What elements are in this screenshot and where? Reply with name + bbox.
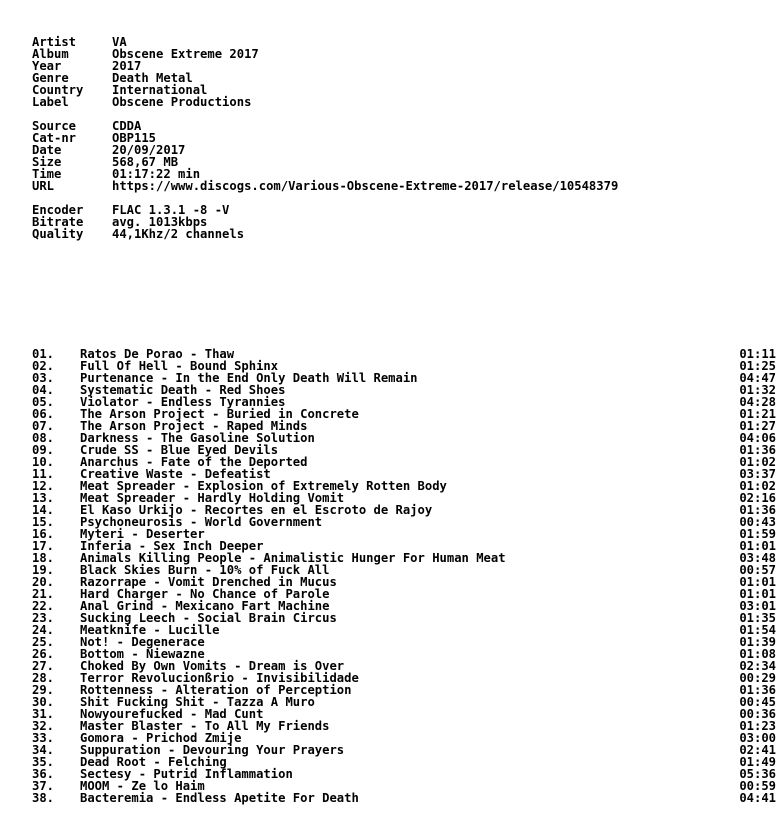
track-title: Nowyourefucked - Mad Cunt — [80, 707, 264, 721]
track-number: 38. — [32, 791, 55, 805]
track-title: Meatknife - Lucille — [80, 623, 220, 637]
track-number: 13. — [32, 491, 55, 505]
track-number: 27. — [32, 659, 55, 673]
track-number: 06. — [32, 407, 55, 421]
track-title: MOOM - Ze lo Haim — [80, 779, 205, 793]
track-number: 21. — [32, 587, 55, 601]
track-title: The Arson Project - Buried in Concrete — [80, 407, 359, 421]
source-value: 568,67 MB — [112, 155, 179, 169]
track-duration: 02:34 — [739, 659, 776, 673]
track-number: 35. — [32, 755, 55, 769]
track-duration: 01:49 — [739, 755, 776, 769]
track-title: Anal Grind - Mexicano Fart Machine — [80, 599, 330, 613]
track-number: 09. — [32, 443, 55, 457]
track-duration: 01:02 — [739, 479, 776, 493]
encoding-value: avg. 1013kbps — [112, 215, 208, 229]
encoding-key: Quality — [32, 227, 84, 241]
source-value: CDDA — [112, 119, 142, 133]
track-title: El Kaso Urkijo - Recortes en el Escroto de Rajoy — [80, 503, 433, 517]
info-value: Death Metal — [112, 71, 193, 85]
track-number: 23. — [32, 611, 55, 625]
track-duration: 01:02 — [739, 455, 776, 469]
track-title: Gomora - Prichod Zmije — [80, 731, 242, 745]
source-value: 20/09/2017 — [112, 143, 186, 157]
track-number: 14. — [32, 503, 55, 517]
track-title: Full Of Hell - Bound Sphinx — [80, 359, 279, 373]
track-duration: 01:36 — [739, 503, 776, 517]
track-duration: 00:36 — [739, 707, 776, 721]
track-title: Inferia - Sex Inch Deeper — [80, 539, 264, 553]
track-duration: 03:00 — [739, 731, 776, 745]
track-number: 33. — [32, 731, 55, 745]
track-duration: 00:57 — [739, 563, 776, 577]
info-key: Artist — [32, 35, 77, 49]
track-duration: 04:41 — [739, 791, 776, 805]
info-value: VA — [112, 35, 127, 49]
info-key: Country — [32, 83, 84, 97]
track-duration: 01:32 — [739, 383, 776, 397]
track-number: 12. — [32, 479, 55, 493]
track-title: Sectesy - Putrid Inflammation — [80, 767, 293, 781]
track-title: Dead Root - Felching — [80, 755, 227, 769]
track-title: Myteri - Deserter — [80, 527, 205, 541]
track-title: Bacteremia - Endless Apetite For Death — [80, 791, 359, 805]
track-title: Sucking Leech - Social Brain Circus — [80, 611, 337, 625]
track-number: 34. — [32, 743, 55, 757]
track-title: Systematic Death - Red Shoes — [80, 383, 286, 397]
info-key: Genre — [32, 71, 69, 85]
info-value: 2017 — [112, 59, 142, 73]
track-duration: 01:27 — [739, 419, 776, 433]
track-duration: 01:21 — [739, 407, 776, 421]
track-title: Master Blaster - To All My Friends — [80, 719, 330, 733]
track-duration: 01:35 — [739, 611, 776, 625]
track-number: 31. — [32, 707, 55, 721]
source-key: Source — [32, 119, 77, 133]
encoding-key: Encoder — [32, 203, 84, 217]
info-value: International — [112, 83, 208, 97]
track-duration: 02:41 — [739, 743, 776, 757]
track-title: Shit Fucking Shit - Tazza A Muro — [80, 695, 315, 709]
track-number: 01. — [32, 347, 55, 361]
track-duration: 00:43 — [739, 515, 776, 529]
track-duration: 05:36 — [739, 767, 776, 781]
track-duration: 01:01 — [739, 539, 776, 553]
track-number: 15. — [32, 515, 55, 529]
track-title: Black Skies Burn - 10% of Fuck All — [80, 563, 330, 577]
track-duration: 01:39 — [739, 635, 776, 649]
track-duration: 04:06 — [739, 431, 776, 445]
track-number: 37. — [32, 779, 55, 793]
track-number: 04. — [32, 383, 55, 397]
track-duration: 01:25 — [739, 359, 776, 373]
track-title: Meat Spreader - Explosion of Extremely Rotten Body — [80, 479, 447, 493]
track-number: 30. — [32, 695, 55, 709]
source-key: URL — [32, 179, 55, 193]
track-number: 03. — [32, 371, 55, 385]
encoding-value: 44,1Khz/2 channels — [112, 227, 245, 241]
track-number: 32. — [32, 719, 55, 733]
track-duration: 01:54 — [739, 623, 776, 637]
track-duration: 01:01 — [739, 575, 776, 589]
track-number: 17. — [32, 539, 55, 553]
track-number: 18. — [32, 551, 55, 565]
track-row — [32, 792, 776, 804]
track-number: 02. — [32, 359, 55, 373]
track-duration: 01:36 — [739, 443, 776, 457]
track-number: 16. — [32, 527, 55, 541]
track-title: Ratos De Porao - Thaw — [80, 347, 235, 361]
track-number: 36. — [32, 767, 55, 781]
track-title: Choked By Own Vomits - Dream is Over — [80, 659, 345, 673]
track-number: 08. — [32, 431, 55, 445]
info-key: Year — [32, 59, 62, 73]
track-title: Hard Charger - No Chance of Parole — [80, 587, 330, 601]
track-duration: 04:28 — [739, 395, 776, 409]
source-key: Size — [32, 155, 62, 169]
track-number: 07. — [32, 419, 55, 433]
track-title: Meat Spreader - Hardly Holding Vomit — [80, 491, 345, 505]
track-title: Violator - Endless Tyrannies — [80, 395, 286, 409]
track-number: 26. — [32, 647, 55, 661]
track-number: 05. — [32, 395, 55, 409]
track-duration: 01:23 — [739, 719, 776, 733]
track-title: Purtenance - In the End Only Death Will Remain — [80, 371, 418, 385]
info-key: Album — [32, 47, 69, 61]
track-title: The Arson Project - Raped Minds — [80, 419, 308, 433]
encoding-key: Bitrate — [32, 215, 84, 229]
source-key: Date — [32, 143, 62, 157]
track-duration: 01:08 — [739, 647, 776, 661]
track-duration: 02:16 — [739, 491, 776, 505]
track-title: Creative Waste - Defeatist — [80, 467, 271, 481]
track-title: Psychoneurosis - World Government — [80, 515, 323, 529]
track-title: Bottom - Niewazne — [80, 647, 205, 661]
track-number: 20. — [32, 575, 55, 589]
track-title: Rottenness - Alteration of Perception — [80, 683, 352, 697]
track-duration: 00:29 — [739, 671, 776, 685]
info-key: Label — [32, 95, 69, 109]
track-title: Not! - Degenerace — [80, 635, 205, 649]
track-duration: 03:48 — [739, 551, 776, 565]
source-key: Time — [32, 167, 62, 181]
encoding-value: FLAC 1.3.1 -8 -V — [112, 203, 230, 217]
track-number: 25. — [32, 635, 55, 649]
track-number: 22. — [32, 599, 55, 613]
track-duration: 03:01 — [739, 599, 776, 613]
info-value: Obscene Productions — [112, 95, 252, 109]
track-title: Razorrape - Vomit Drenched in Mucus — [80, 575, 337, 589]
track-duration: 04:47 — [739, 371, 776, 385]
track-duration: 01:01 — [739, 587, 776, 601]
track-duration: 01:11 — [739, 347, 776, 361]
track-number: 10. — [32, 455, 55, 469]
track-title: Darkness - The Gasoline Solution — [80, 431, 315, 445]
source-value: OBP115 — [112, 131, 157, 145]
track-title: Suppuration - Devouring Your Prayers — [80, 743, 345, 757]
track-duration: 00:45 — [739, 695, 776, 709]
track-duration: 01:59 — [739, 527, 776, 541]
source-key: Cat-nr — [32, 131, 77, 145]
track-title: Anarchus - Fate of the Deported — [80, 455, 308, 469]
track-duration: 00:59 — [739, 779, 776, 793]
track-duration: 01:36 — [739, 683, 776, 697]
track-title: Crude SS - Blue Eyed Devils — [80, 443, 279, 457]
source-value: https://www.discogs.com/Various-Obscene-Extreme-2017/release/10548379 — [112, 179, 619, 193]
track-title: Animals Killing People - Animalistic Hunger For Human Meat — [80, 551, 506, 565]
track-title: Terror Revolucionßrio - Invisibilidade — [80, 671, 359, 685]
track-number: 29. — [32, 683, 55, 697]
track-number: 19. — [32, 563, 55, 577]
source-value: 01:17:22 min — [112, 167, 201, 181]
track-number: 28. — [32, 671, 55, 685]
track-number: 24. — [32, 623, 55, 637]
track-number: 11. — [32, 467, 55, 481]
info-value: Obscene Extreme 2017 — [112, 47, 259, 61]
track-duration: 03:37 — [739, 467, 776, 481]
